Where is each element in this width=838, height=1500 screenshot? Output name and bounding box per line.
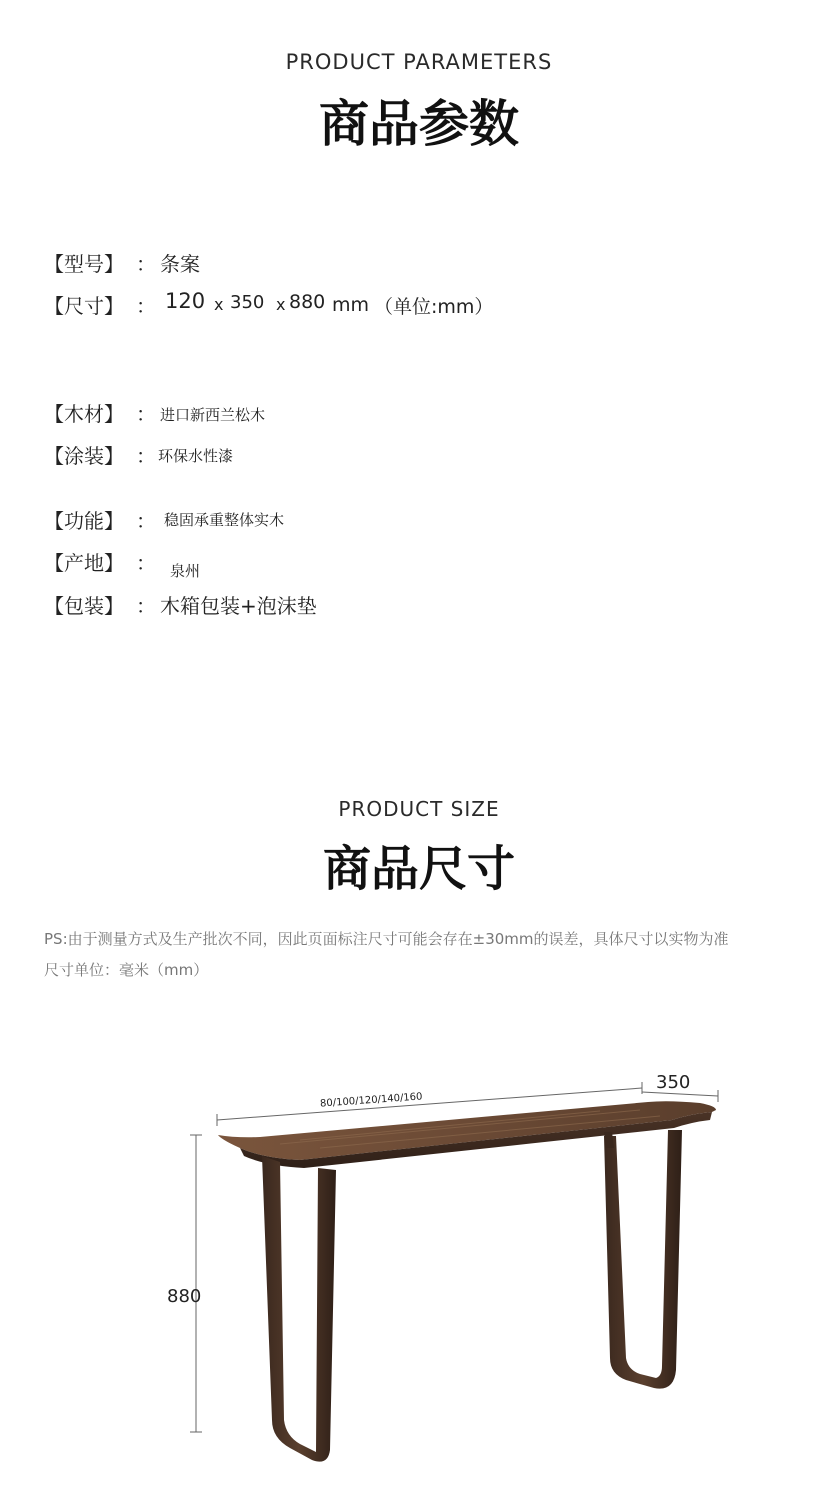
wood-colon: ： (136, 402, 156, 426)
packaging-value: 木箱包装+泡沫垫 (160, 594, 317, 618)
function-value: 稳固承重整体实木 (164, 511, 285, 529)
function-colon: ： (136, 509, 156, 533)
packaging-label: 【包装】 (44, 594, 124, 618)
wood-label: 【木材】 (44, 402, 124, 426)
model-label: 【型号】 (44, 252, 124, 276)
table-leg-back-right (604, 1130, 682, 1389)
params-en-title: PRODUCT PARAMETERS (285, 50, 553, 74)
size-label: 【尺寸】 (44, 294, 124, 318)
model-value: 条案 (160, 252, 200, 276)
depth-dimension-label: 350 (656, 1072, 691, 1093)
size-en-title: PRODUCT SIZE (338, 797, 500, 821)
origin-colon: ： (136, 551, 156, 575)
size-x2: x (276, 295, 286, 314)
size-colon: ： (136, 294, 156, 318)
packaging-colon: ： (136, 594, 156, 618)
function-label: 【功能】 (44, 509, 124, 533)
table-leg-front-left (262, 1156, 336, 1462)
size-unit-note: （单位:mm） (374, 296, 494, 318)
size-cn-title: 商品尺寸 (322, 841, 515, 897)
measurement-note: PS:由于测量方式及生产批次不同，因此页面标注尺寸可能会存在±30mm的误差，具体尺寸以实物为准 (44, 930, 729, 948)
coating-colon: ： (136, 444, 156, 468)
coating-label: 【涂装】 (44, 444, 124, 468)
length-dimension-label: 80/100/120/140/160 (319, 1091, 423, 1110)
coating-value: 环保水性漆 (158, 447, 234, 465)
wood-value: 进口新西兰松木 (160, 406, 266, 424)
origin-label: 【产地】 (44, 551, 124, 575)
size-width: 350 (230, 292, 265, 313)
size-x1: x (214, 295, 224, 314)
model-colon: ： (136, 252, 156, 276)
height-dimension-label: 880 (167, 1286, 202, 1307)
unit-note: 尺寸单位：毫米（mm） (44, 961, 209, 979)
size-height: 880 (289, 291, 326, 313)
table-diagram (0, 1040, 838, 1480)
size-length: 120 (165, 289, 206, 313)
origin-value: 泉州 (170, 562, 201, 580)
params-cn-title: 商品参数 (319, 95, 519, 153)
size-unit: mm (332, 294, 370, 316)
